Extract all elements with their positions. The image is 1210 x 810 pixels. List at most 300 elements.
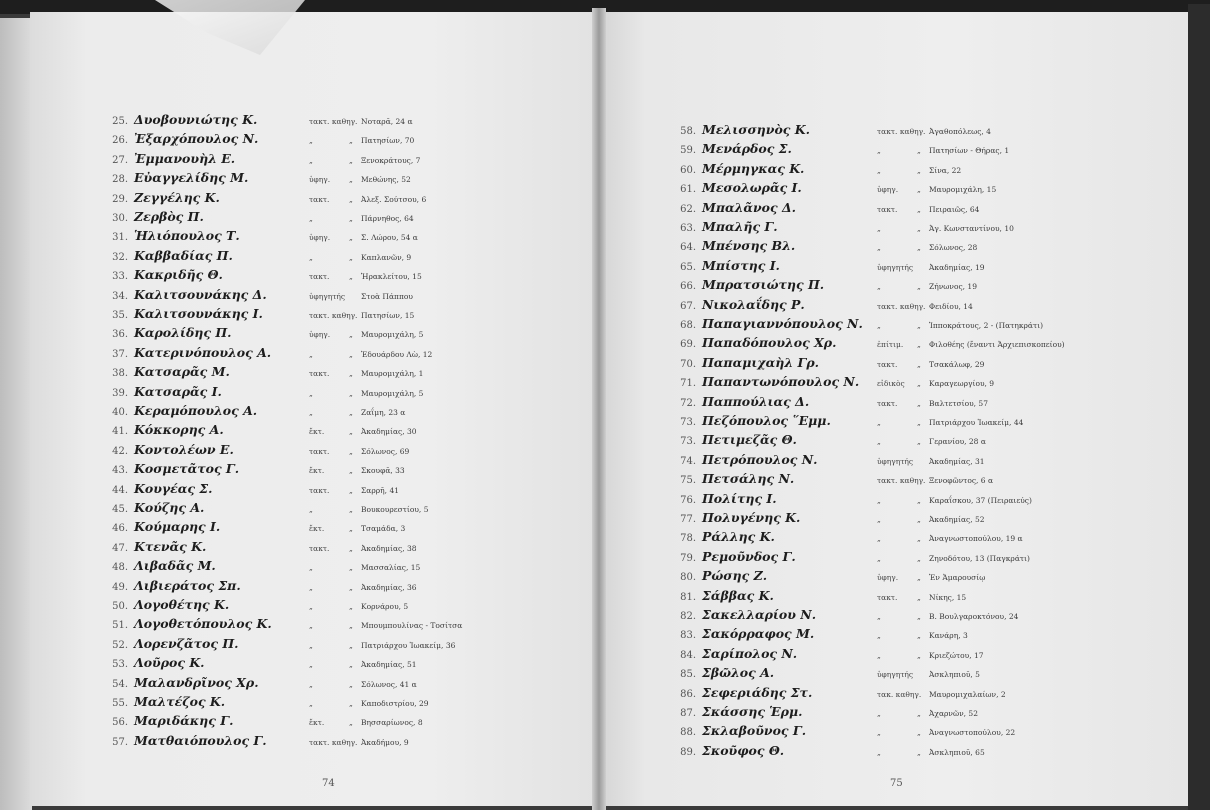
entry-name: Σάββας Κ.	[702, 587, 774, 603]
entry-name: Μπένσης Βλ.	[702, 238, 796, 254]
entry-ditto: „	[917, 592, 921, 602]
entry-title: „	[309, 505, 313, 514]
entry-title: τακτ.	[877, 204, 898, 214]
entry-name: Ἐξαρχόπουλος Ν.	[134, 131, 259, 147]
entry-address: Σόλωνος, 41 α	[361, 679, 417, 689]
entry-title: τακτ. καθηγ.	[309, 117, 358, 126]
entry-address: Ζαΐμη, 23 α	[361, 408, 406, 417]
entry-title: „	[877, 709, 881, 718]
entry-address: Μαυρομιχαλαίων, 2	[929, 689, 1006, 699]
entry-title: „	[309, 602, 313, 611]
entry-title: ὑφηγητής	[877, 670, 914, 680]
entry-title: τακτ. καθηγ.	[309, 737, 358, 747]
list-item	[94, 733, 409, 753]
entry-title: ὑφηγητής	[877, 262, 914, 272]
list-item	[94, 655, 417, 675]
entry-title: „	[309, 582, 313, 592]
entry-number: 86.	[680, 688, 696, 700]
list-item	[94, 190, 426, 210]
entry-title: ὑφηγ.	[309, 330, 331, 340]
entry-name: Καρολίδης Π.	[134, 325, 232, 341]
entry-name: Παπαγιαννόπουλος Ν.	[702, 316, 863, 331]
list-item	[662, 588, 966, 608]
entry-ditto: „	[917, 553, 921, 563]
entry-title: „	[877, 146, 881, 156]
entry-title: „	[309, 349, 313, 359]
entry-name: Μελισσηνὸς Κ.	[702, 122, 810, 137]
entry-title: ὑφηγ.	[309, 175, 331, 185]
entry-title: τακτ.	[309, 446, 330, 456]
list-item	[662, 491, 1032, 511]
entry-address: Ἀκαδήμου, 9	[361, 737, 409, 747]
entry-name: Πολυγένης Κ.	[702, 510, 801, 525]
left-page	[30, 12, 598, 806]
entry-number: 54.	[112, 678, 128, 690]
entry-title: „	[309, 252, 313, 262]
entry-title: „	[309, 214, 313, 223]
entry-name: Ρεμοῦνδος Γ.	[702, 548, 796, 564]
entry-title: τακτ. καθηγ.	[877, 301, 926, 311]
entry-ditto: „	[349, 640, 353, 650]
entry-title: ὑφηγητής	[309, 291, 346, 301]
entry-title: „	[877, 534, 881, 544]
list-item	[94, 131, 414, 151]
entry-address: Ἀναγνωστοπούλου, 19 α	[929, 534, 1023, 544]
entry-title: „	[309, 136, 313, 146]
entry-name: Καλιτσουνάκης Δ.	[134, 286, 267, 302]
entry-name: Σκλαβοῦνος Γ.	[702, 723, 807, 739]
entry-ditto: „	[917, 418, 921, 427]
entry-address: Σόλωνος, 28	[929, 243, 978, 253]
entry-number: 71.	[680, 378, 696, 390]
entry-number: 35.	[112, 310, 128, 321]
entry-address: Κορνάρου, 5	[361, 602, 409, 611]
entry-address: Ἀκαδημίας, 19	[929, 262, 985, 272]
entry-ditto: „	[349, 330, 353, 340]
entry-title: „	[877, 631, 881, 641]
list-item	[94, 325, 423, 345]
list-item	[94, 422, 417, 442]
entry-number: 74.	[680, 455, 696, 467]
entry-title: τακτ.	[309, 543, 330, 553]
entry-number: 83.	[680, 630, 696, 642]
entry-number: 37.	[112, 348, 128, 360]
list-item	[94, 112, 413, 132]
list-item	[94, 558, 420, 578]
entry-ditto: „	[349, 699, 353, 708]
list-item	[662, 529, 1023, 549]
entry-address: Ἀσκληπιοῦ, 65	[929, 747, 985, 757]
entry-title: ἐπίτιμ.	[877, 340, 904, 350]
entry-ditto: „	[349, 233, 353, 243]
entry-number: 26.	[112, 135, 128, 147]
entry-ditto: „	[917, 612, 921, 621]
entry-name: Λοῦρος Κ.	[134, 655, 205, 671]
list-item	[94, 384, 423, 404]
entry-ditto: „	[349, 621, 353, 631]
right-page-number: 75	[890, 778, 903, 789]
entry-ditto: „	[349, 524, 353, 534]
entry-title: „	[877, 437, 881, 447]
entry-address: Μεθώνης, 52	[361, 175, 411, 185]
entry-address: Ἀκαδημίας, 36	[361, 582, 417, 592]
entry-name: Καββαδίας Π.	[134, 247, 233, 263]
entry-ditto: „	[917, 379, 921, 389]
list-item	[94, 306, 414, 326]
entry-title: „	[877, 418, 881, 427]
entry-number: 61.	[680, 184, 696, 196]
entry-number: 63.	[680, 223, 696, 234]
entry-name: Κοσμετᾶτος Γ.	[134, 461, 240, 477]
entry-title: „	[877, 282, 881, 292]
entry-address: Βησσαρίωνος, 8	[361, 718, 423, 728]
entry-address: Ἀκαδημίας, 51	[361, 660, 417, 670]
list-item	[662, 568, 985, 588]
list-item	[94, 209, 414, 229]
entry-ditto: „	[917, 185, 921, 195]
entry-address: Πατησίων, 15	[361, 311, 415, 320]
entry-ditto: „	[349, 563, 353, 573]
entry-address: Ἀγαθοπόλεως, 4	[929, 127, 991, 136]
entry-title: τακτ.	[877, 592, 898, 602]
entry-name: Λογοθέτης Κ.	[134, 597, 230, 612]
entry-number: 65.	[680, 261, 696, 273]
list-item	[94, 539, 417, 559]
entry-title: ἔκτ.	[309, 718, 325, 728]
list-item	[94, 519, 405, 539]
entry-address: Τσαμάδα, 3	[361, 524, 406, 534]
list-item	[662, 394, 988, 414]
entry-number: 87.	[680, 708, 696, 719]
entry-address: Πάρνηθος, 64	[361, 214, 414, 223]
entry-name: Πολίτης Ι.	[702, 490, 777, 506]
entry-name: Παππούλιας Δ.	[702, 393, 810, 409]
entry-ditto: „	[349, 369, 353, 379]
entry-address: Ἐν Ἀμαρουσίῳ	[929, 573, 986, 583]
entry-address: Μαυρομιχάλη, 5	[361, 330, 424, 340]
entry-ditto: „	[349, 427, 353, 437]
book-gutter	[592, 8, 606, 810]
entry-ditto: „	[349, 272, 353, 282]
entry-ditto: „	[917, 728, 921, 738]
list-item	[94, 461, 405, 481]
entry-title: ἔκτ.	[309, 524, 325, 534]
entry-number: 51.	[112, 620, 128, 632]
list-item	[94, 287, 413, 307]
entry-number: 79.	[680, 552, 696, 564]
entry-ditto: „	[917, 650, 921, 660]
entry-name: Πεζόπουλος ῞Εμμ.	[702, 413, 831, 428]
entry-name: Λιβιεράτος Σπ.	[134, 577, 241, 593]
list-item	[94, 228, 418, 248]
entry-ditto: „	[917, 709, 921, 718]
left-page-number: 74	[322, 778, 335, 789]
entry-number: 31.	[112, 232, 128, 244]
entry-ditto: „	[917, 340, 921, 350]
entry-address: Σκουφᾶ, 33	[361, 466, 405, 476]
entry-name: Μπαλῆς Γ.	[702, 219, 778, 234]
entry-number: 52.	[112, 639, 128, 651]
entry-name: Πετιμεζᾶς Θ.	[702, 432, 797, 448]
entry-ditto: „	[349, 505, 353, 514]
entry-name: Μέρμηγκας Κ.	[702, 160, 805, 176]
list-item	[662, 626, 968, 646]
entry-number: 78.	[680, 533, 696, 545]
entry-title: τακτ. καθηγ.	[309, 311, 358, 320]
entry-number: 69.	[680, 339, 696, 351]
entry-ditto: „	[349, 543, 353, 553]
entry-address: Ἀναγνωστοπούλου, 22	[929, 728, 1016, 738]
entry-ditto: „	[917, 359, 921, 369]
entry-address: Σ. Λώρου, 54 α	[361, 233, 418, 243]
entry-title: τακτ.	[309, 369, 330, 379]
entry-address: Ἀλεξ. Σούτσου, 6	[361, 194, 427, 204]
entry-number: 76.	[680, 494, 696, 506]
entry-number: 81.	[680, 591, 696, 603]
list-item	[662, 549, 1030, 569]
entry-ditto: „	[917, 224, 921, 233]
entry-address: Ἀκαδημίας, 31	[929, 456, 985, 466]
entry-number: 66.	[680, 281, 696, 293]
entry-title: τακ. καθηγ.	[877, 689, 922, 699]
entry-address: Ἱπποκράτους, 2 - (Πατηκράτι)	[929, 321, 1043, 330]
entry-number: 88.	[680, 727, 696, 739]
entry-number: 27.	[112, 154, 128, 166]
list-item	[94, 675, 417, 695]
entry-number: 53.	[112, 659, 128, 671]
entry-address: Ἀκαδημίας, 52	[929, 515, 985, 524]
list-item	[662, 355, 984, 375]
entry-number: 45.	[112, 504, 128, 515]
entry-title: τακτ.	[309, 272, 330, 282]
entry-address: Σίνα, 22	[929, 165, 962, 175]
entry-address: Μπουμπουλίνας - Τοσίτσα	[361, 621, 463, 631]
entry-number: 50.	[112, 601, 128, 612]
entry-name: Κακριδῆς Θ.	[134, 267, 223, 283]
entry-title: ὑφηγ.	[877, 185, 899, 195]
entry-number: 80.	[680, 572, 696, 584]
entry-ditto: „	[349, 349, 353, 359]
entry-title: „	[309, 408, 313, 417]
entry-title: „	[309, 679, 313, 689]
entry-number: 70.	[680, 358, 696, 370]
entry-name: Λογοθετόπουλος Κ.	[134, 616, 272, 632]
entry-name: Ζερβὸς Π.	[134, 209, 204, 224]
entry-title: „	[877, 243, 881, 253]
entry-ditto: „	[917, 321, 921, 330]
entry-title: „	[309, 563, 313, 573]
entry-name: Μπαλᾶνος Δ.	[702, 199, 797, 215]
entry-number: 49.	[112, 581, 128, 593]
entry-address: Μαυρομιχάλη, 1	[361, 369, 424, 379]
entry-name: Σκάσσης Ἑρμ.	[702, 704, 803, 719]
list-item	[662, 665, 980, 685]
list-item	[662, 704, 978, 724]
entry-title: ὑφηγ.	[877, 573, 899, 583]
entry-number: 67.	[680, 300, 696, 312]
entry-ditto: „	[349, 446, 353, 456]
entry-ditto: „	[917, 631, 921, 641]
list-item	[662, 743, 985, 763]
entry-number: 42.	[112, 445, 128, 457]
entry-ditto: „	[917, 747, 921, 757]
entry-name: Κτενᾶς Κ.	[134, 538, 207, 554]
entry-address: Καραΐσκου, 37 (Πειραιεύς)	[929, 495, 1032, 505]
entry-address: Ἐδουάρδου Λὼ, 12	[361, 349, 433, 359]
entry-number: 85.	[680, 669, 696, 681]
entry-name: Κεραμόπουλος Α.	[134, 403, 258, 418]
list-item	[662, 180, 996, 200]
entry-ditto: „	[349, 388, 353, 398]
entry-address: Β. Βουλγαροκτόνου, 24	[929, 612, 1019, 621]
entry-title: ὑφηγ.	[309, 233, 331, 243]
list-item	[662, 200, 979, 220]
entry-address: Φιλοθέης (ἔναντι Ἀρχιεπισκοπείου)	[929, 340, 1065, 350]
entry-ditto: „	[917, 204, 921, 214]
list-item	[94, 500, 428, 520]
entry-name: Σβῶλος Α.	[702, 665, 775, 681]
entry-name: Μενάρδος Σ.	[702, 141, 792, 157]
entry-ditto: „	[349, 679, 353, 689]
entry-name: Ζεγγέλης Κ.	[134, 189, 220, 205]
entry-title: εἰδικὸς	[877, 379, 905, 389]
entry-address: Πειραιῶς, 64	[929, 204, 980, 214]
entry-address: Καποδιστρίου, 29	[361, 699, 429, 708]
list-item	[662, 335, 1065, 355]
entry-number: 30.	[112, 213, 128, 224]
entry-address: Στοὰ Πάππου	[361, 291, 413, 301]
entry-title: ἔκτ.	[309, 466, 325, 476]
list-item	[662, 219, 1014, 239]
entry-number: 57.	[112, 736, 128, 748]
entry-name: Δυοβουνιώτης Κ.	[134, 112, 258, 127]
entry-name: Κούμαρης Ι.	[134, 519, 221, 535]
entry-title: τακτ. καθηγ.	[877, 476, 926, 486]
entry-name: Παπαμιχαὴλ Γρ.	[702, 354, 819, 370]
list-item	[94, 481, 399, 501]
entry-name: Κουγέας Σ.	[134, 480, 213, 496]
entry-ditto: „	[349, 155, 353, 165]
entry-title: „	[877, 321, 881, 330]
entry-number: 68.	[680, 320, 696, 331]
entry-title: „	[309, 660, 313, 670]
list-item	[662, 452, 985, 472]
entry-address: Σαρρῆ, 41	[361, 485, 399, 495]
entry-number: 75.	[680, 475, 696, 487]
entry-number: 64.	[680, 242, 696, 254]
entry-number: 59.	[680, 145, 696, 157]
list-item	[94, 267, 422, 287]
entry-name: Μπίστης Ι.	[702, 257, 780, 273]
entry-title: „	[877, 495, 881, 505]
entry-name: Πετρόπουλος Ν.	[702, 451, 818, 467]
entry-title: „	[309, 621, 313, 631]
entry-address: Βουκουρεστίου, 5	[361, 505, 429, 514]
list-item	[662, 258, 985, 278]
entry-title: „	[309, 388, 313, 398]
entry-address: Φειδίου, 14	[929, 301, 973, 311]
list-item	[94, 616, 462, 636]
list-item	[662, 122, 991, 142]
entry-address: Γερανίου, 28 α	[929, 437, 986, 447]
entry-number: 62.	[680, 203, 696, 215]
entry-ditto: „	[349, 602, 353, 611]
list-item	[94, 578, 417, 598]
entry-address: Βαλτετσίου, 57	[929, 398, 988, 408]
entry-name: Σκοῦφος Θ.	[702, 742, 785, 758]
entry-number: 48.	[112, 562, 128, 574]
entry-number: 25.	[112, 116, 128, 127]
entry-number: 72.	[680, 397, 696, 409]
entry-address: Ζήνωνος, 19	[929, 282, 977, 292]
entry-name: Νικολαΐδης Ρ.	[702, 296, 805, 312]
entry-number: 29.	[112, 193, 128, 205]
entry-name: Κατσαρᾶς Μ.	[134, 364, 230, 380]
entry-ditto: „	[917, 495, 921, 505]
entry-ditto: „	[917, 398, 921, 408]
entry-name: Παπαδόπουλος Χρ.	[702, 335, 837, 351]
list-item	[662, 607, 1018, 627]
entry-ditto: „	[349, 485, 353, 495]
entry-address: Ζηνοδότου, 13 (Παγκράτι)	[929, 553, 1030, 563]
list-item	[94, 403, 405, 423]
entry-title: „	[877, 165, 881, 175]
list-item	[94, 597, 408, 617]
entry-ditto: „	[349, 214, 353, 223]
entry-number: 46.	[112, 523, 128, 535]
entry-name: Εὐαγγελίδης Μ.	[134, 170, 249, 186]
entry-address: Ἀκαδημίας, 38	[361, 543, 417, 553]
entry-name: Μαλτέζος Κ.	[134, 694, 226, 709]
entry-ditto: „	[917, 146, 921, 156]
entry-number: 73.	[680, 417, 696, 428]
entry-address: Νίκης, 15	[929, 592, 967, 602]
list-item	[662, 141, 1009, 161]
entry-title: „	[877, 515, 881, 524]
entry-address: Καραγεωργίου, 9	[929, 379, 995, 389]
list-item	[94, 345, 432, 365]
entry-name: Ματθαιόπουλος Γ.	[134, 732, 267, 748]
list-item	[662, 413, 1023, 433]
entry-name: Κατσαρᾶς Ι.	[134, 383, 222, 399]
entry-number: 33.	[112, 271, 128, 283]
entry-address: Μαυρομιχάλη, 5	[361, 388, 424, 398]
entry-title: „	[309, 699, 313, 708]
left-edge	[0, 18, 32, 810]
entry-number: 82.	[680, 611, 696, 622]
entry-title: ἔκτ.	[309, 427, 325, 437]
entry-ditto: „	[349, 252, 353, 262]
entry-address: Ἀκαδημίας, 30	[361, 427, 417, 437]
entry-address: Ξενοκράτους, 7	[361, 155, 421, 165]
entry-address: Ἁγ. Κωνσταντίνου, 10	[929, 224, 1014, 233]
entry-number: 43.	[112, 465, 128, 477]
entry-number: 38.	[112, 368, 128, 380]
entry-address: Πατριάρχου Ἰωακείμ, 36	[361, 640, 456, 650]
list-item	[662, 723, 1015, 743]
entry-name: Μαλανδρῖνος Χρ.	[134, 674, 259, 690]
entry-name: Καλιτσουνάκης Ι.	[134, 306, 263, 321]
entry-name: Λιβαδᾶς Μ.	[134, 558, 216, 574]
entry-title: „	[877, 553, 881, 563]
list-item	[94, 364, 423, 384]
entry-name: Παπαντωνόπουλος Ν.	[702, 374, 860, 390]
entry-number: 58.	[680, 126, 696, 137]
entry-title: ὑφηγητής	[877, 456, 914, 466]
entry-name: Ρώσης Ζ.	[702, 568, 768, 584]
list-item	[662, 297, 973, 317]
entry-title: „	[309, 640, 313, 650]
